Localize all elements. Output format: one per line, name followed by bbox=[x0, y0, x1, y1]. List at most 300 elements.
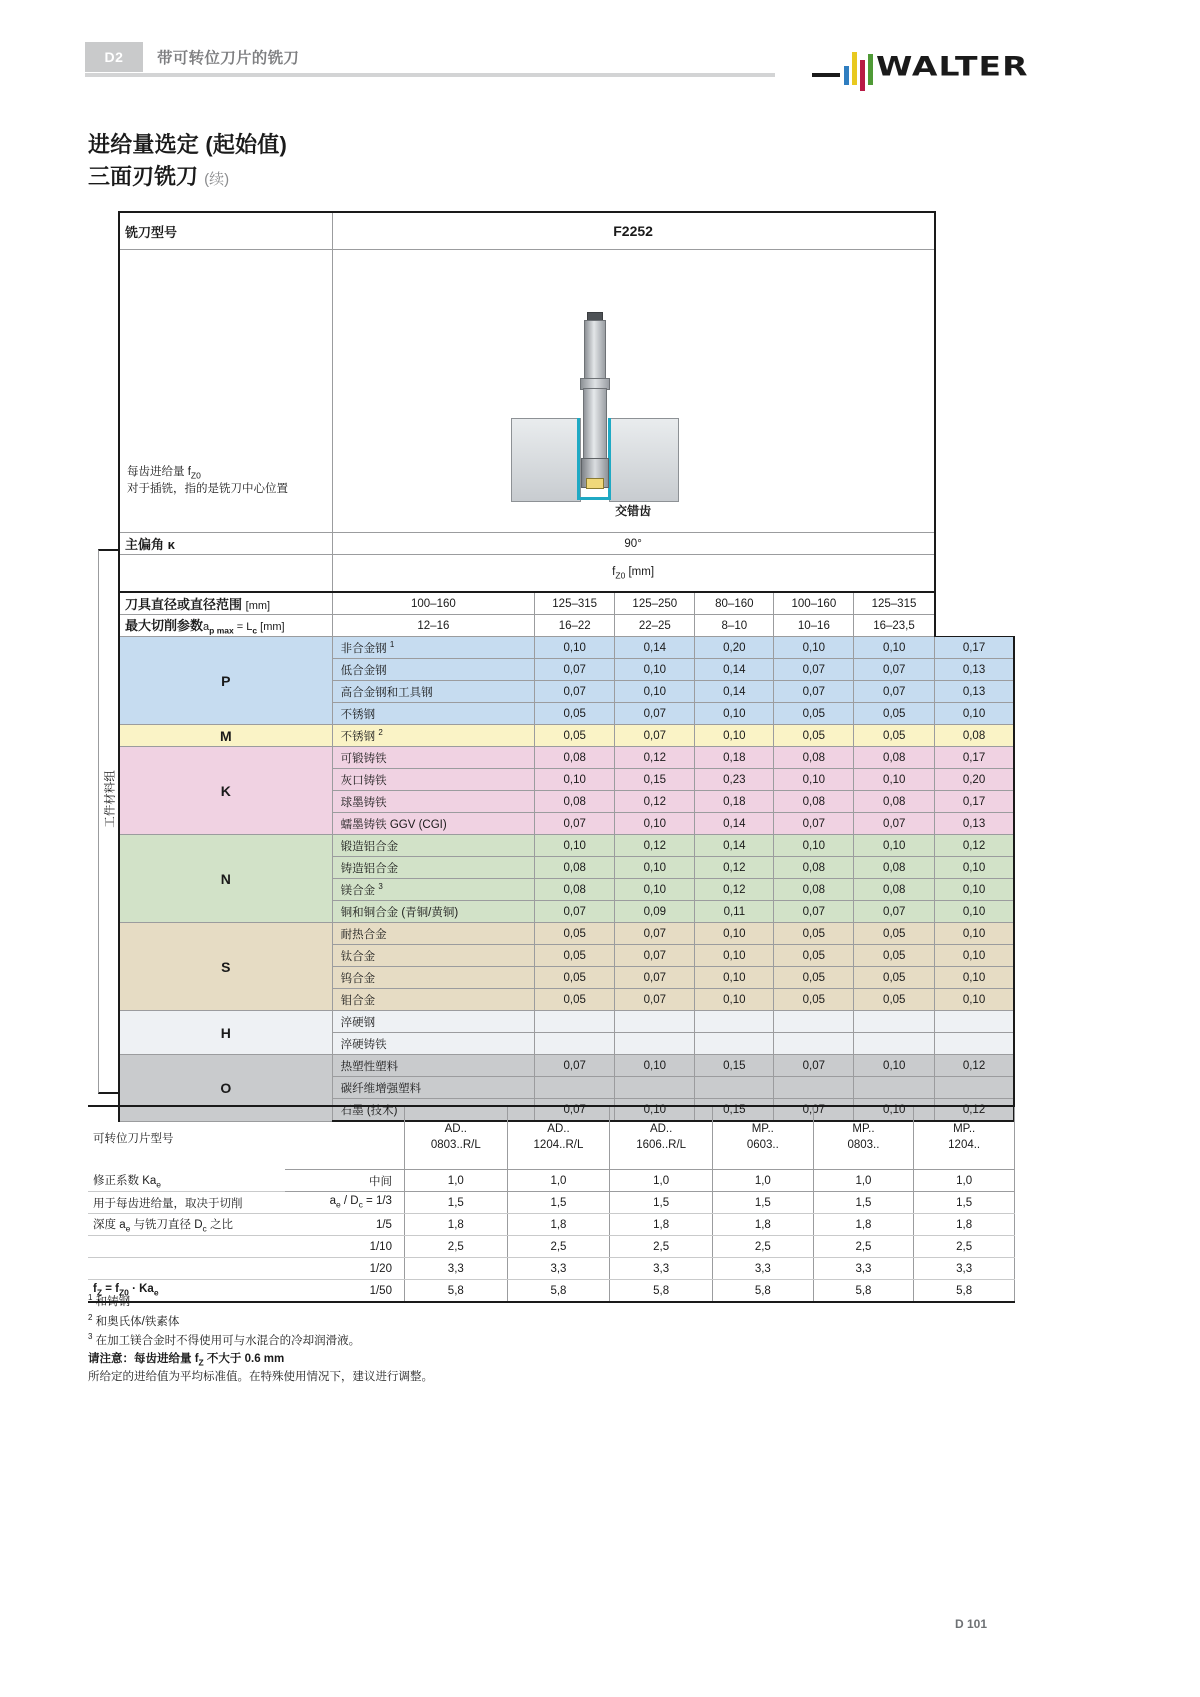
footnote-caution-rest: 不大于 0.6 mm bbox=[203, 1352, 285, 1365]
feed-value: 0,10 bbox=[615, 1099, 695, 1122]
ap-max-value: 8–10 bbox=[695, 615, 774, 637]
correction-factor-value: 1,5 bbox=[610, 1192, 713, 1214]
feed-value: 0,07 bbox=[774, 681, 854, 703]
feed-value: 0,10 bbox=[935, 703, 1014, 725]
chapter-title: 带可转位刀片的铣刀 bbox=[157, 50, 300, 67]
diameter-value: 100–160 bbox=[774, 592, 854, 615]
feed-value bbox=[535, 1033, 615, 1055]
feed-value: 0,10 bbox=[695, 725, 774, 747]
feed-definition-line2: 对于插铣，指的是铣刀中心位置 bbox=[127, 483, 288, 496]
insert-type-value bbox=[712, 1106, 813, 1170]
feed-value: 0,10 bbox=[535, 769, 615, 791]
feed-value: 0,07 bbox=[535, 681, 615, 703]
feed-value: 0,14 bbox=[615, 637, 695, 659]
feed-value: 0,17 bbox=[935, 791, 1014, 813]
diameter-label bbox=[119, 592, 332, 615]
feed-value bbox=[854, 1077, 935, 1099]
material-group-legend bbox=[98, 549, 118, 1094]
material-name: 淬硬铸铁 bbox=[332, 1033, 534, 1055]
feed-value: 0,14 bbox=[695, 813, 774, 835]
tool-body bbox=[583, 388, 607, 460]
feed-value: 0,07 bbox=[854, 813, 935, 835]
material-group-letter: P bbox=[119, 637, 332, 725]
insert-line1: MP.. bbox=[751, 1123, 774, 1136]
ratio-label: 1/5 bbox=[285, 1214, 404, 1236]
correction-factor-value: 1,5 bbox=[712, 1192, 813, 1214]
feed-value: 0,14 bbox=[695, 681, 774, 703]
correction-factor-value: 1,8 bbox=[712, 1214, 813, 1236]
material-group-legend-label: 工件材料组 bbox=[104, 770, 117, 828]
material-name: 铸造铝合金 bbox=[332, 857, 534, 879]
feed-value: 0,10 bbox=[935, 923, 1014, 945]
feed-value: 0,15 bbox=[695, 1055, 774, 1077]
correction-factor-value: 1,5 bbox=[813, 1192, 914, 1214]
lc-subscript: c bbox=[252, 625, 258, 636]
diameter-unit: [mm] bbox=[245, 600, 271, 612]
insert-type-row bbox=[88, 1106, 1015, 1170]
insert-line2: 1606..R/L bbox=[636, 1139, 687, 1151]
correction-factor-value: 1,5 bbox=[507, 1192, 610, 1214]
correction-factor-value: 2,5 bbox=[404, 1236, 507, 1258]
feed-value: 0,10 bbox=[854, 835, 935, 857]
feed-value: 0,10 bbox=[935, 967, 1014, 989]
feed-value: 0,15 bbox=[615, 769, 695, 791]
insert-and-correction-table bbox=[88, 1105, 1015, 1303]
feed-value: 0,05 bbox=[774, 945, 854, 967]
fz0-unit-cell bbox=[332, 555, 934, 593]
correction-factor-value: 1,0 bbox=[712, 1170, 813, 1192]
logo-bar-yellow-icon bbox=[852, 52, 857, 85]
feed-value: 0,13 bbox=[935, 659, 1014, 681]
material-name: 蠕墨铸铁 GGV (CGI) bbox=[332, 813, 534, 835]
correction-factor-value: 3,3 bbox=[610, 1258, 713, 1280]
feed-value bbox=[535, 1077, 615, 1099]
correction-factor-description: 修正系数 $Ka_e$ bbox=[88, 1170, 285, 1192]
feed-value: 0,08 bbox=[854, 857, 935, 879]
feed-value: 0,09 bbox=[615, 901, 695, 923]
correction-factor-row bbox=[88, 1258, 1015, 1280]
feed-definition-line1 bbox=[127, 464, 288, 482]
ap-max-value: 10–16 bbox=[774, 615, 854, 637]
feed-value: 0,10 bbox=[854, 769, 935, 791]
page-title: 进给量选定 (起始值) bbox=[88, 132, 287, 157]
feed-value: 0,07 bbox=[615, 945, 695, 967]
insert-line1: AD.. bbox=[444, 1123, 467, 1136]
insert-type-value bbox=[507, 1106, 610, 1170]
feed-value: 0,08 bbox=[935, 725, 1014, 747]
indexable-insert bbox=[586, 478, 604, 489]
feed-value: 0,10 bbox=[935, 857, 1014, 879]
material-name: 球墨铸铁 bbox=[332, 791, 534, 813]
correction-factor-value: 1,8 bbox=[914, 1214, 1015, 1236]
material-name: 不锈钢 $^2$ bbox=[332, 725, 534, 747]
feed-value: 0,10 bbox=[854, 637, 935, 659]
workpiece-left bbox=[511, 418, 581, 502]
correction-factor-value: 1,0 bbox=[813, 1170, 914, 1192]
correction-factor-value: 3,3 bbox=[813, 1258, 914, 1280]
feed-value: 0,05 bbox=[854, 945, 935, 967]
feed-value: 0,11 bbox=[695, 901, 774, 923]
feed-value: 0,15 bbox=[695, 1099, 774, 1122]
kappa-row bbox=[119, 533, 1014, 555]
tool-model-label: 铣刀型号 bbox=[119, 212, 332, 250]
feed-value: 0,08 bbox=[854, 747, 935, 769]
correction-factor-value: 3,3 bbox=[507, 1258, 610, 1280]
feed-value: 0,05 bbox=[774, 989, 854, 1011]
chapter-tag: D2 bbox=[85, 42, 143, 72]
feed-value: 0,05 bbox=[535, 945, 615, 967]
correction-factor-value: 5,8 bbox=[712, 1280, 813, 1303]
feed-value: 0,05 bbox=[854, 725, 935, 747]
feed-value: 0,07 bbox=[615, 989, 695, 1011]
footnote-caution-sub: Z bbox=[198, 1357, 204, 1368]
feed-definition-cell bbox=[119, 250, 332, 533]
material-name: 灰口铸铁 bbox=[332, 769, 534, 791]
ratio-label: $a_e / D_c = 1/3$ bbox=[285, 1192, 404, 1214]
insert-line2: 0603.. bbox=[746, 1139, 779, 1151]
material-name: 铜和铜合金 (青铜/黄铜) bbox=[332, 901, 534, 923]
footnote-3-text: 在加工镁合金时不得使用可与水混合的冷却润滑液。 bbox=[95, 1335, 361, 1348]
feed-value bbox=[695, 1011, 774, 1033]
feed-value: 0,07 bbox=[774, 659, 854, 681]
feed-value bbox=[695, 1033, 774, 1055]
correction-factor-value: 1,8 bbox=[813, 1214, 914, 1236]
material-name: 镁合金 $^3$ bbox=[332, 879, 534, 901]
material-name: 可锻铸铁 bbox=[332, 747, 534, 769]
feed-value: 0,23 bbox=[695, 769, 774, 791]
feed-value: 0,07 bbox=[615, 725, 695, 747]
page-subtitle bbox=[88, 160, 229, 191]
material-name: 高合金钢和工具钢 bbox=[332, 681, 534, 703]
footnote-caution-prefix: 请注意：每齿进给量 f bbox=[88, 1352, 199, 1365]
feed-value: 0,10 bbox=[615, 857, 695, 879]
tool-model-value: F2252 bbox=[332, 212, 934, 250]
diameter-value: 100–160 bbox=[332, 592, 534, 615]
material-name: 热塑性塑料 bbox=[332, 1055, 534, 1077]
correction-factor-value: 1,8 bbox=[404, 1214, 507, 1236]
ap-max-label-text: 最大切削参数 bbox=[125, 618, 204, 634]
ap-unit: [mm] bbox=[257, 621, 285, 634]
material-name: 钼合金 bbox=[332, 989, 534, 1011]
feed-value: 0,07 bbox=[774, 1055, 854, 1077]
correction-factor-value: 1,8 bbox=[507, 1214, 610, 1236]
correction-factor-value: 2,5 bbox=[507, 1236, 610, 1258]
logo-bar-green-icon bbox=[868, 54, 873, 85]
feed-definition-line1-text: 每齿进给量 f bbox=[127, 465, 191, 478]
correction-factor-row bbox=[88, 1214, 1015, 1236]
feed-value: 0,07 bbox=[615, 703, 695, 725]
correction-factor-value: 5,8 bbox=[914, 1280, 1015, 1303]
feed-value bbox=[854, 1011, 935, 1033]
correction-factor-description: $f_Z = f_{Z0} \cdot Ka_e$ bbox=[88, 1280, 285, 1303]
ap-subscript: p max bbox=[209, 625, 234, 636]
feed-value: 0,07 bbox=[615, 923, 695, 945]
feed-value: 0,18 bbox=[695, 791, 774, 813]
feed-value: 0,12 bbox=[615, 835, 695, 857]
material-group-letter: M bbox=[119, 725, 332, 747]
material-name: 碳纤维增强塑料 bbox=[332, 1077, 534, 1099]
material-group-letter: H bbox=[119, 1011, 332, 1055]
insert-line2: 0803..R/L bbox=[430, 1139, 481, 1151]
feed-value: 0,14 bbox=[695, 659, 774, 681]
insert-and-correction-body bbox=[88, 1106, 1015, 1302]
correction-factor-description: 用于每齿进给量，取决于切削 bbox=[88, 1192, 285, 1214]
feed-value: 0,07 bbox=[535, 813, 615, 835]
feed-value: 0,17 bbox=[935, 637, 1014, 659]
logo-bar-red-icon bbox=[860, 60, 865, 91]
feed-value: 0,10 bbox=[774, 637, 854, 659]
feed-value bbox=[535, 1011, 615, 1033]
correction-factor-value: 1,0 bbox=[404, 1170, 507, 1192]
feed-value: 0,08 bbox=[774, 857, 854, 879]
ratio-label: 中间 bbox=[285, 1170, 404, 1192]
kappa-label: 主偏角 κ bbox=[119, 533, 332, 555]
material-name: 石墨 (技术) bbox=[332, 1099, 534, 1122]
footnote-2: $^2$ 和奥氏体/铁素体 bbox=[88, 1312, 180, 1328]
teeth-caption: 交错齿 bbox=[615, 504, 652, 518]
feed-value: 0,07 bbox=[774, 901, 854, 923]
insert-line2: 1204..R/L bbox=[533, 1139, 584, 1151]
footnotes bbox=[88, 1292, 360, 1369]
fz0-unit-text: [mm] bbox=[625, 565, 655, 578]
material-row bbox=[119, 835, 1014, 857]
insert-type-value bbox=[610, 1106, 713, 1170]
page-subtitle-text: 三面刃铣刀 bbox=[88, 164, 199, 189]
insert-type-label: 可转位刀片型号 bbox=[88, 1106, 285, 1170]
page-subtitle-continued: (续) bbox=[204, 171, 230, 188]
feed-value: 0,05 bbox=[854, 967, 935, 989]
ap-max-value: 22–25 bbox=[615, 615, 695, 637]
feed-value: 0,12 bbox=[935, 1099, 1014, 1122]
feed-value: 0,07 bbox=[535, 901, 615, 923]
feed-value bbox=[695, 1077, 774, 1099]
material-name: 低合金钢 bbox=[332, 659, 534, 681]
feed-value: 0,12 bbox=[615, 747, 695, 769]
feed-value bbox=[615, 1077, 695, 1099]
tool-shank bbox=[584, 320, 606, 382]
feed-value bbox=[854, 1033, 935, 1055]
feed-value: 0,13 bbox=[935, 813, 1014, 835]
illustration-row bbox=[119, 250, 1014, 533]
feed-value: 0,12 bbox=[935, 835, 1014, 857]
diameter-value: 125–250 bbox=[615, 592, 695, 615]
ap-max-value: 16–23,5 bbox=[854, 615, 935, 637]
feed-value: 0,20 bbox=[935, 769, 1014, 791]
correction-factor-value: 1,0 bbox=[507, 1170, 610, 1192]
correction-factor-value: 3,3 bbox=[914, 1258, 1015, 1280]
correction-factor-value: 5,8 bbox=[610, 1280, 713, 1303]
feed-value: 0,10 bbox=[935, 879, 1014, 901]
feed-value: 0,08 bbox=[854, 879, 935, 901]
correction-factor-value: 2,5 bbox=[712, 1236, 813, 1258]
correction-factor-value: 2,5 bbox=[914, 1236, 1015, 1258]
ap-max-value: 16–22 bbox=[535, 615, 615, 637]
feed-value: 0,07 bbox=[854, 901, 935, 923]
correction-factor-description: 深度 $a_e$ 与铣刀直径 $D_c$ 之比 bbox=[88, 1214, 285, 1236]
feed-value bbox=[774, 1033, 854, 1055]
material-row bbox=[119, 1055, 1014, 1077]
closing-note: 所给定的进给值为平均标准值。在特殊使用情况下，建议进行调整。 bbox=[88, 1371, 433, 1383]
material-name: 不锈钢 bbox=[332, 703, 534, 725]
feed-value: 0,07 bbox=[774, 1099, 854, 1122]
feed-value: 0,05 bbox=[774, 967, 854, 989]
feed-value: 0,10 bbox=[935, 901, 1014, 923]
feed-value: 0,10 bbox=[695, 703, 774, 725]
feed-value: 0,10 bbox=[695, 989, 774, 1011]
feed-value: 0,05 bbox=[854, 703, 935, 725]
diameter-value: 125–315 bbox=[535, 592, 615, 615]
correction-factor-value: 3,3 bbox=[712, 1258, 813, 1280]
feed-value: 0,12 bbox=[695, 879, 774, 901]
feed-value: 0,10 bbox=[935, 989, 1014, 1011]
logo-bar-blue-icon bbox=[844, 66, 849, 85]
feed-value: 0,08 bbox=[774, 747, 854, 769]
footnote-1: $^1$ 和铸钢 bbox=[88, 1293, 131, 1308]
ap-equals: = L bbox=[233, 621, 253, 634]
feed-value: 0,10 bbox=[854, 1099, 935, 1122]
feed-value: 0,05 bbox=[535, 989, 615, 1011]
correction-factor-value: 1,8 bbox=[610, 1214, 713, 1236]
ratio-label: 1/20 bbox=[285, 1258, 404, 1280]
material-row bbox=[119, 747, 1014, 769]
fz0-subscript: Z0 bbox=[615, 570, 626, 581]
insert-line1: AD.. bbox=[649, 1123, 673, 1136]
material-row bbox=[119, 637, 1014, 659]
insert-line2: 0803.. bbox=[847, 1139, 880, 1151]
insert-type-value bbox=[404, 1106, 507, 1170]
feed-value: 0,05 bbox=[774, 725, 854, 747]
feed-value: 0,07 bbox=[535, 1099, 615, 1122]
feed-value: 0,17 bbox=[935, 747, 1014, 769]
feed-value: 0,10 bbox=[615, 879, 695, 901]
feed-definition-subscript: Z0 bbox=[190, 470, 201, 481]
feed-value bbox=[615, 1033, 695, 1055]
kappa-value: 90° bbox=[332, 533, 934, 555]
correction-factor-value: 1,5 bbox=[914, 1192, 1015, 1214]
feed-value: 0,08 bbox=[854, 791, 935, 813]
feed-value: 0,10 bbox=[615, 659, 695, 681]
feed-value: 0,05 bbox=[854, 923, 935, 945]
correction-factor-value: 5,8 bbox=[404, 1280, 507, 1303]
feed-value: 0,10 bbox=[615, 1055, 695, 1077]
fz0-symbol: f bbox=[612, 565, 616, 578]
footnote-1-text: 和铸钢 bbox=[95, 1295, 131, 1308]
insert-line1: MP.. bbox=[953, 1123, 976, 1136]
insert-line1: AD.. bbox=[547, 1123, 570, 1136]
feed-value: 0,05 bbox=[774, 923, 854, 945]
feed-value: 0,10 bbox=[854, 1055, 935, 1077]
correction-factor-description bbox=[88, 1258, 285, 1280]
feed-value: 0,20 bbox=[695, 637, 774, 659]
correction-factor-row bbox=[88, 1236, 1015, 1258]
feed-value: 0,08 bbox=[535, 747, 615, 769]
feed-value: 0,14 bbox=[695, 835, 774, 857]
feed-value: 0,10 bbox=[615, 813, 695, 835]
page-number: D 101 bbox=[955, 1617, 988, 1631]
logo-dash-icon bbox=[812, 73, 840, 77]
correction-factor-value: 2,5 bbox=[610, 1236, 713, 1258]
feed-value: 0,07 bbox=[774, 813, 854, 835]
feed-value: 0,07 bbox=[615, 967, 695, 989]
feed-rate-table-body bbox=[119, 212, 1014, 1121]
feed-value: 0,05 bbox=[535, 725, 615, 747]
feed-value: 0,05 bbox=[535, 703, 615, 725]
walter-logo bbox=[812, 48, 1029, 90]
correction-factor-value: 2,5 bbox=[813, 1236, 914, 1258]
material-name: 淬硬钢 bbox=[332, 1011, 534, 1033]
feed-value: 0,08 bbox=[774, 791, 854, 813]
material-name: 耐热合金 bbox=[332, 923, 534, 945]
insert-type-value bbox=[813, 1106, 914, 1170]
feed-value: 0,18 bbox=[695, 747, 774, 769]
feed-value: 0,07 bbox=[535, 1055, 615, 1077]
feed-value: 0,13 bbox=[935, 681, 1014, 703]
feed-value: 0,10 bbox=[695, 967, 774, 989]
feed-value: 0,05 bbox=[535, 967, 615, 989]
fz0-unit-spacer bbox=[119, 555, 332, 593]
material-row bbox=[119, 725, 1014, 747]
feed-value: 0,12 bbox=[615, 791, 695, 813]
correction-factor-description bbox=[88, 1236, 285, 1258]
header-divider bbox=[85, 73, 775, 77]
feed-value: 0,12 bbox=[935, 1055, 1014, 1077]
correction-factor-row bbox=[88, 1192, 1015, 1214]
material-name: 钛合金 bbox=[332, 945, 534, 967]
insert-line1: MP.. bbox=[852, 1123, 875, 1136]
correction-factor-value: 5,8 bbox=[813, 1280, 914, 1303]
diameter-row bbox=[119, 592, 1014, 615]
workpiece-right bbox=[609, 418, 679, 502]
insert-type-spacer bbox=[285, 1106, 404, 1170]
feed-value bbox=[935, 1011, 1014, 1033]
feed-value: 0,10 bbox=[935, 945, 1014, 967]
feed-value: 0,07 bbox=[854, 681, 935, 703]
material-row bbox=[119, 1011, 1014, 1033]
footnote-3: $^3$ 在加工镁合金时不得使用可与水混合的冷却润滑液。 bbox=[88, 1332, 361, 1348]
tool-illustration bbox=[338, 250, 929, 532]
feed-value: 0,08 bbox=[774, 879, 854, 901]
footnote-caution bbox=[88, 1351, 360, 1369]
feed-value: 0,10 bbox=[774, 769, 854, 791]
diameter-value: 80–160 bbox=[695, 592, 774, 615]
tool-model-row bbox=[119, 212, 1014, 250]
ap-symbol: a bbox=[203, 621, 210, 634]
feed-value bbox=[935, 1077, 1014, 1099]
insert-line2: 1204.. bbox=[948, 1139, 981, 1151]
correction-factor-value: 5,8 bbox=[507, 1280, 610, 1303]
feed-value bbox=[935, 1033, 1014, 1055]
feed-value: 0,08 bbox=[535, 879, 615, 901]
material-name: 钨合金 bbox=[332, 967, 534, 989]
correction-factor-value: 3,3 bbox=[404, 1258, 507, 1280]
tool-illustration-cell bbox=[332, 250, 934, 533]
correction-factor-value: 1,0 bbox=[610, 1170, 713, 1192]
diameter-label-text: 刀具直径或直径范围 bbox=[125, 597, 243, 612]
fz0-unit-row bbox=[119, 555, 1014, 593]
logo-wordmark: WALTER bbox=[876, 50, 1029, 82]
material-group-letter: S bbox=[119, 923, 332, 1011]
feed-value: 0,10 bbox=[774, 835, 854, 857]
feed-value: 0,05 bbox=[535, 923, 615, 945]
feed-value: 0,10 bbox=[615, 681, 695, 703]
material-group-letter: N bbox=[119, 835, 332, 923]
material-group-letter: K bbox=[119, 747, 332, 835]
feed-value: 0,07 bbox=[535, 659, 615, 681]
insert-type-value bbox=[914, 1106, 1015, 1170]
feed-value: 0,10 bbox=[535, 835, 615, 857]
ap-max-row bbox=[119, 615, 1014, 637]
feed-value: 0,10 bbox=[695, 923, 774, 945]
